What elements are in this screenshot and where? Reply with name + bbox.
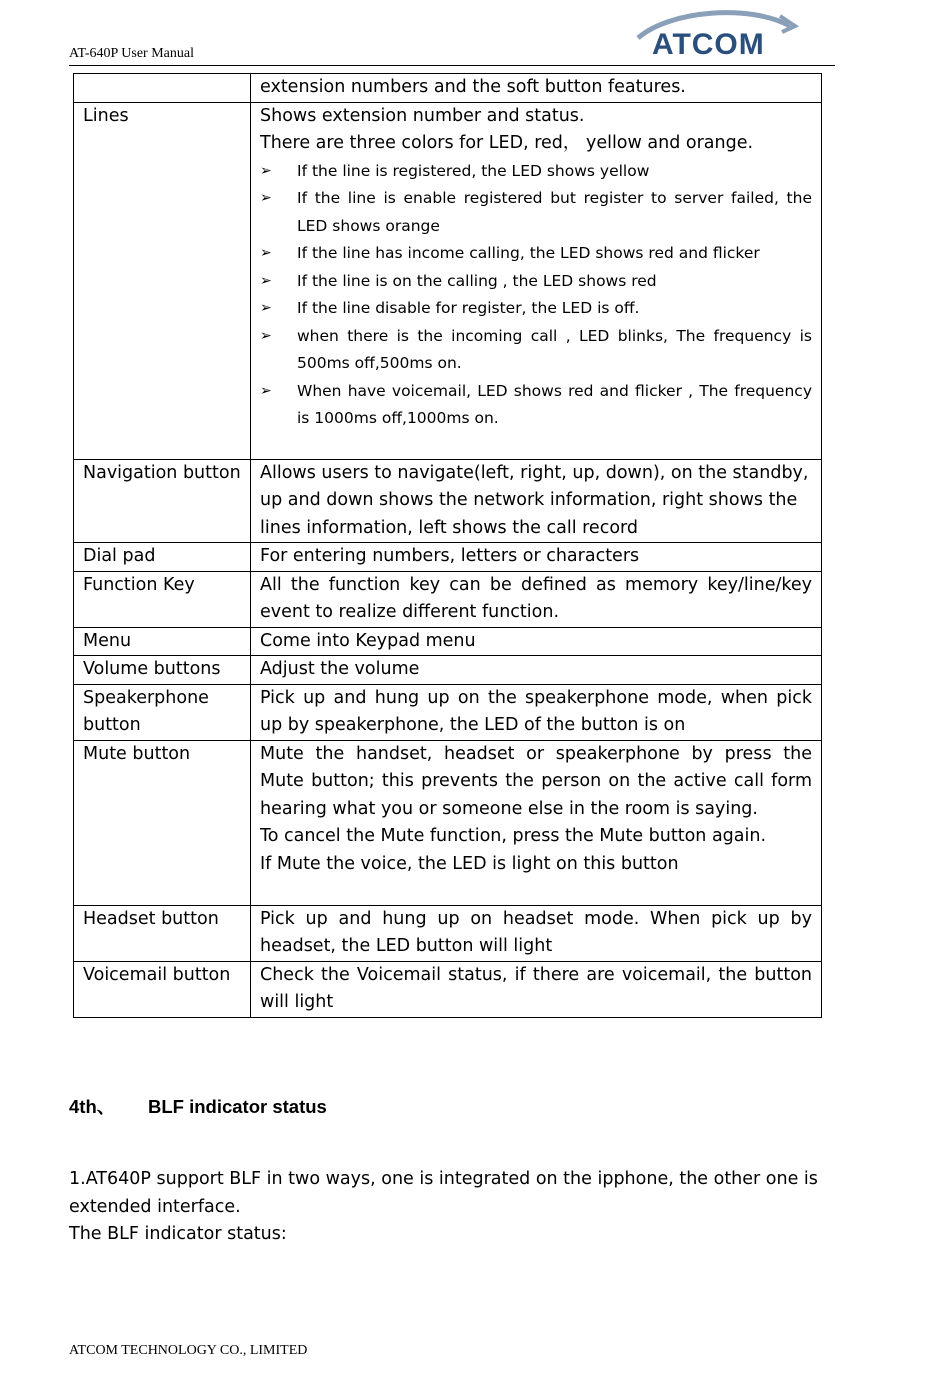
table-label-cell: Voicemail button — [74, 961, 251, 1017]
desc-line: There are three colors for LED, red， yellow and orange. — [260, 133, 754, 153]
table-row — [74, 627, 822, 656]
table-desc-cell: Pick up and hung up on the speakerphone mode, when pick up by speakerphone, the LED of the button is on — [251, 684, 822, 740]
table-label-cell — [74, 74, 251, 103]
arrow-bullet-icon: ➢ — [260, 327, 272, 344]
table-desc-cell: Pick up and hung up on headset mode. When pick up by headset, the LED button will light — [251, 905, 822, 961]
table-desc-cell: Check the Voicemail status, if there are voicemail, the button will light — [251, 961, 822, 1017]
button-description-table — [73, 73, 822, 1018]
desc-line: Shows extension number and status. — [260, 105, 585, 126]
list-item: ➢ If the line is registered, the LED shows yellow — [260, 158, 812, 186]
table-label-cell: Volume buttons — [74, 656, 251, 685]
desc-line: extension numbers and the soft button features. — [260, 77, 686, 97]
header-divider — [69, 65, 835, 66]
table-row — [74, 684, 822, 740]
section-title: BLF indicator status — [148, 1096, 327, 1117]
manual-title: AT-640P User Manual — [69, 46, 194, 61]
section-heading — [69, 1093, 327, 1119]
desc-line: To cancel the Mute function, press the Mute button again. — [260, 826, 767, 846]
table-label-cell: Mute button — [74, 740, 251, 905]
table-desc-cell: All the function key can be defined as memory key/line/key event to realize different function. — [251, 571, 822, 627]
table-label-cell: Dial pad — [74, 543, 251, 572]
table-row — [74, 74, 822, 103]
arrow-bullet-icon: ➢ — [260, 272, 272, 289]
table-label-cell: Function Key — [74, 571, 251, 627]
section-body — [69, 1166, 844, 1249]
list-item: ➢ If the line is on the calling , the LED shows red — [260, 268, 812, 296]
table-desc-cell — [251, 74, 822, 103]
list-item: ➢ If the line has income calling, the LED shows red and flicker — [260, 240, 812, 268]
table-desc-cell: Adjust the volume — [251, 656, 822, 685]
table-row — [74, 102, 822, 459]
table-label-cell: Lines — [74, 102, 251, 459]
desc-line: Mute the handset, headset or speakerphone by press the Mute button; this prevents the person on the active call form hearing what you or someone else in the room is saying. — [260, 743, 812, 819]
arrow-bullet-icon: ➢ — [260, 162, 272, 179]
atcom-logo-text: ATCOM — [652, 28, 765, 61]
table-label-cell: Navigation button — [74, 459, 251, 543]
table-label-cell: Headset button — [74, 905, 251, 961]
table-row — [74, 905, 822, 961]
paragraph: 1.AT640P support BLF in two ways, one is integrated on the ipphone, the other one is extended interface. — [69, 1169, 818, 1217]
table-row — [74, 740, 822, 905]
table-row — [74, 571, 822, 627]
table-desc-cell — [251, 740, 822, 905]
paragraph: The BLF indicator status: — [69, 1224, 287, 1244]
table-desc-cell: For entering numbers, letters or characters — [251, 543, 822, 572]
arrow-bullet-icon: ➢ — [260, 300, 272, 316]
desc-line: If Mute the voice, the LED is light on this button — [260, 853, 679, 874]
table-row — [74, 543, 822, 572]
section-number: 4th、 — [69, 1096, 116, 1117]
led-status-list — [260, 158, 812, 433]
page-footer: ATCOM TECHNOLOGY CO., LIMITED — [69, 1343, 308, 1358]
table-row — [74, 459, 822, 543]
table-desc-cell: Come into Keypad menu — [251, 627, 822, 656]
table-label-cell: Speakerphone button — [74, 684, 251, 740]
arrow-bullet-icon: ➢ — [260, 190, 272, 206]
list-item: ➢ when there is the incoming call , LED blinks, The frequency is 500ms off,500ms on. — [260, 323, 812, 378]
table-row — [74, 656, 822, 685]
arrow-bullet-icon: ➢ — [260, 382, 272, 399]
table-label-cell: Menu — [74, 627, 251, 656]
table-row — [74, 961, 822, 1017]
arrow-bullet-icon: ➢ — [260, 245, 272, 261]
list-item: ➢ If the line disable for register, the LED is off. — [260, 295, 812, 323]
list-item: ➢ If the line is enable registered but register to server failed, the LED shows orange — [260, 185, 812, 240]
list-item: ➢ When have voicemail, LED shows red and flicker , The frequency is 1000ms off,1000ms on. — [260, 378, 812, 433]
table-desc-cell — [251, 102, 822, 459]
table-desc-cell: Allows users to navigate(left, right, up, down), on the standby, up and down shows the network information, right shows the lines information, left shows the call record — [251, 459, 822, 543]
